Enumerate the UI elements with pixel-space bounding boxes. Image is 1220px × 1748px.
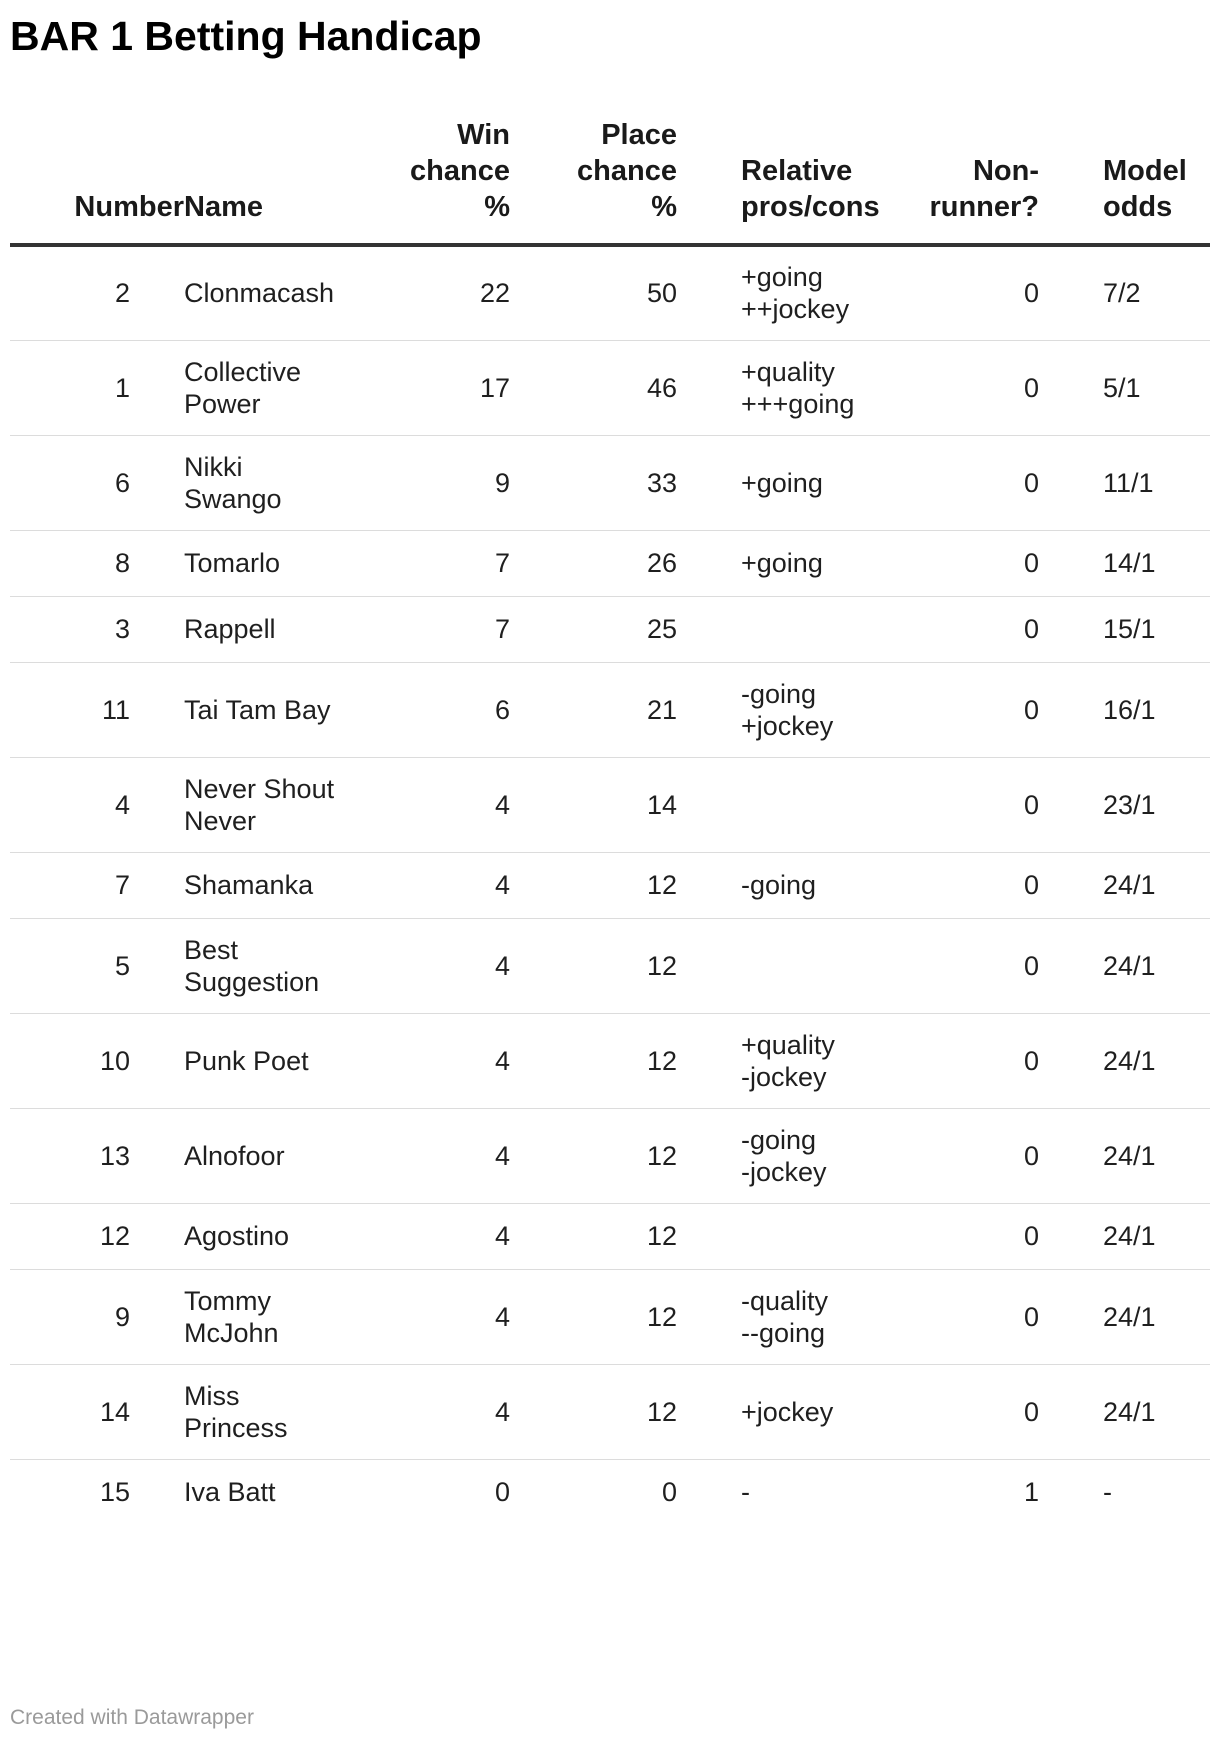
cell-nr: 0 <box>878 918 1039 1013</box>
cell-nr: 0 <box>878 530 1039 596</box>
cell-rel <box>677 596 878 662</box>
cell-odds: 24/1 <box>1039 1269 1210 1364</box>
cell-place: 12 <box>510 1203 677 1269</box>
cell-odds: - <box>1103 1477 1112 1508</box>
table-row <box>10 852 1210 918</box>
cell-rel: +going <box>677 530 878 596</box>
cell-number: 10 <box>10 1013 184 1108</box>
cell-rel <box>677 757 878 852</box>
table-row <box>10 662 1210 757</box>
cell-nr: 0 <box>878 662 1039 757</box>
cell-odds: 23/1 <box>1039 757 1210 852</box>
cell-rel: -going -jockey <box>677 1108 878 1203</box>
cell-win: 4 <box>382 1364 510 1459</box>
table-row <box>10 245 1210 340</box>
table-header <box>10 117 1210 245</box>
cell-number: 13 <box>10 1108 184 1203</box>
cell-nr: 0 <box>878 1203 1039 1269</box>
cell-number: 5 <box>10 918 184 1013</box>
cell-nr: 0 <box>878 1013 1039 1108</box>
cell-name: Shamanka <box>184 852 382 918</box>
table-row <box>10 530 1210 596</box>
cell-win: 4 <box>382 757 510 852</box>
column-header-place: Place chance % <box>510 117 677 245</box>
cell-name: Agostino <box>184 1203 382 1269</box>
cell-number: 1 <box>10 340 184 435</box>
cell-rel: -quality --going <box>677 1269 878 1364</box>
header-row <box>10 117 1210 245</box>
cell-odds: 24/1 <box>1039 1013 1210 1108</box>
cell-nr: 0 <box>878 245 1039 340</box>
cell-rel: +quality -jockey <box>677 1013 878 1108</box>
cell-name: Never Shout Never <box>184 757 382 852</box>
chart-title: BAR 1 Betting Handicap <box>10 13 482 59</box>
table-row <box>10 1203 1210 1269</box>
cell-number: 14 <box>10 1364 184 1459</box>
cell-name: Iva Batt <box>184 1477 276 1508</box>
cell-rel: +going <box>677 435 878 530</box>
cell-number: 3 <box>10 596 184 662</box>
cell-rel: -going <box>677 852 878 918</box>
column-header-number: Number <box>10 117 184 245</box>
column-header-nr: Non- runner? <box>878 117 1039 245</box>
cell-place: 12 <box>510 1364 677 1459</box>
cell-rel: -going +jockey <box>677 662 878 757</box>
cell-name: Punk Poet <box>184 1013 382 1108</box>
cell-number: 6 <box>10 435 184 530</box>
cell-odds: 5/1 <box>1039 340 1210 435</box>
cell-win: 0 <box>494 1477 510 1508</box>
cell-rel: +jockey <box>677 1364 878 1459</box>
cell-odds: 24/1 <box>1039 1108 1210 1203</box>
cell-number: 4 <box>10 757 184 852</box>
cell-place: 50 <box>510 245 677 340</box>
cell-place: 12 <box>510 1013 677 1108</box>
column-header-name: Name <box>184 117 382 245</box>
cell-nr: 0 <box>878 1108 1039 1203</box>
cell-place: 21 <box>510 662 677 757</box>
cell-place: 12 <box>510 852 677 918</box>
cell-nr: 0 <box>878 1269 1039 1364</box>
cell-place: 12 <box>510 1269 677 1364</box>
cell-place: 25 <box>510 596 677 662</box>
cell-number: 2 <box>10 245 184 340</box>
table-row <box>10 1108 1210 1203</box>
cell-odds: 11/1 <box>1039 435 1210 530</box>
cell-nr: 0 <box>878 852 1039 918</box>
cell-rel: +going ++jockey <box>677 245 878 340</box>
cell-nr: 1 <box>1023 1477 1039 1508</box>
cell-nr: 0 <box>878 757 1039 852</box>
betting-table <box>10 117 1210 1525</box>
cell-win: 9 <box>382 435 510 530</box>
cell-name: Best Suggestion <box>184 918 382 1013</box>
cell-win: 4 <box>382 918 510 1013</box>
table-body <box>10 245 1210 1525</box>
cell-name: Nikki Swango <box>184 435 382 530</box>
table-row <box>10 1013 1210 1108</box>
cell-odds: 24/1 <box>1039 1364 1210 1459</box>
cell-odds: 24/1 <box>1039 852 1210 918</box>
cell-nr: 0 <box>878 435 1039 530</box>
cell-name: Tomarlo <box>184 530 382 596</box>
cell-number: 9 <box>10 1269 184 1364</box>
cell-place: 46 <box>510 340 677 435</box>
table-row <box>10 918 1210 1013</box>
cell-win: 4 <box>382 1108 510 1203</box>
cell-place: 12 <box>510 918 677 1013</box>
cell-place: 33 <box>510 435 677 530</box>
cell-win: 4 <box>382 1013 510 1108</box>
cell-odds: 24/1 <box>1039 918 1210 1013</box>
cell-nr: 0 <box>878 340 1039 435</box>
column-header-odds: Model odds <box>1039 117 1210 245</box>
cell-odds: 7/2 <box>1039 245 1210 340</box>
column-header-rel: Relative pros/cons <box>677 117 878 245</box>
cell-number: 11 <box>10 662 184 757</box>
cell-win: 6 <box>382 662 510 757</box>
cell-name: Miss Princess <box>184 1364 382 1459</box>
cell-win: 17 <box>382 340 510 435</box>
cell-number: 8 <box>10 530 184 596</box>
cell-name: Rappell <box>184 596 382 662</box>
cell-odds: 14/1 <box>1039 530 1210 596</box>
cell-odds: 15/1 <box>1039 596 1210 662</box>
chart-container <box>10 0 1210 1525</box>
table-row <box>10 1459 1210 1525</box>
table-row <box>10 340 1210 435</box>
column-header-win: Win chance % <box>382 117 510 245</box>
cell-win: 4 <box>382 1203 510 1269</box>
cell-name: Tai Tam Bay <box>184 662 382 757</box>
table-row <box>10 596 1210 662</box>
table-row <box>10 435 1210 530</box>
datawrapper-credit: Created with Datawrapper <box>10 1706 254 1729</box>
table-row <box>10 1269 1210 1364</box>
cell-place: 14 <box>510 757 677 852</box>
cell-odds: 24/1 <box>1039 1203 1210 1269</box>
cell-nr: 0 <box>878 1364 1039 1459</box>
cell-number: 12 <box>10 1203 184 1269</box>
cell-name: Tommy McJohn <box>184 1269 382 1364</box>
cell-nr: 0 <box>878 596 1039 662</box>
cell-rel: - <box>741 1477 750 1508</box>
table-row <box>10 1364 1210 1459</box>
cell-win: 4 <box>382 1269 510 1364</box>
cell-rel <box>677 1203 878 1269</box>
cell-number: 7 <box>10 852 184 918</box>
cell-win: 22 <box>382 245 510 340</box>
cell-rel: +quality +++going <box>677 340 878 435</box>
cell-place: 12 <box>510 1108 677 1203</box>
cell-place: 0 <box>661 1477 677 1508</box>
cell-name: Alnofoor <box>184 1108 382 1203</box>
cell-place: 26 <box>510 530 677 596</box>
cell-win: 7 <box>382 596 510 662</box>
cell-odds: 16/1 <box>1039 662 1210 757</box>
cell-name: Collective Power <box>184 340 382 435</box>
cell-number: 15 <box>99 1477 130 1508</box>
cell-rel <box>677 918 878 1013</box>
cell-name: Clonmacash <box>184 245 382 340</box>
cell-win: 7 <box>382 530 510 596</box>
cell-win: 4 <box>382 852 510 918</box>
table-row <box>10 757 1210 852</box>
